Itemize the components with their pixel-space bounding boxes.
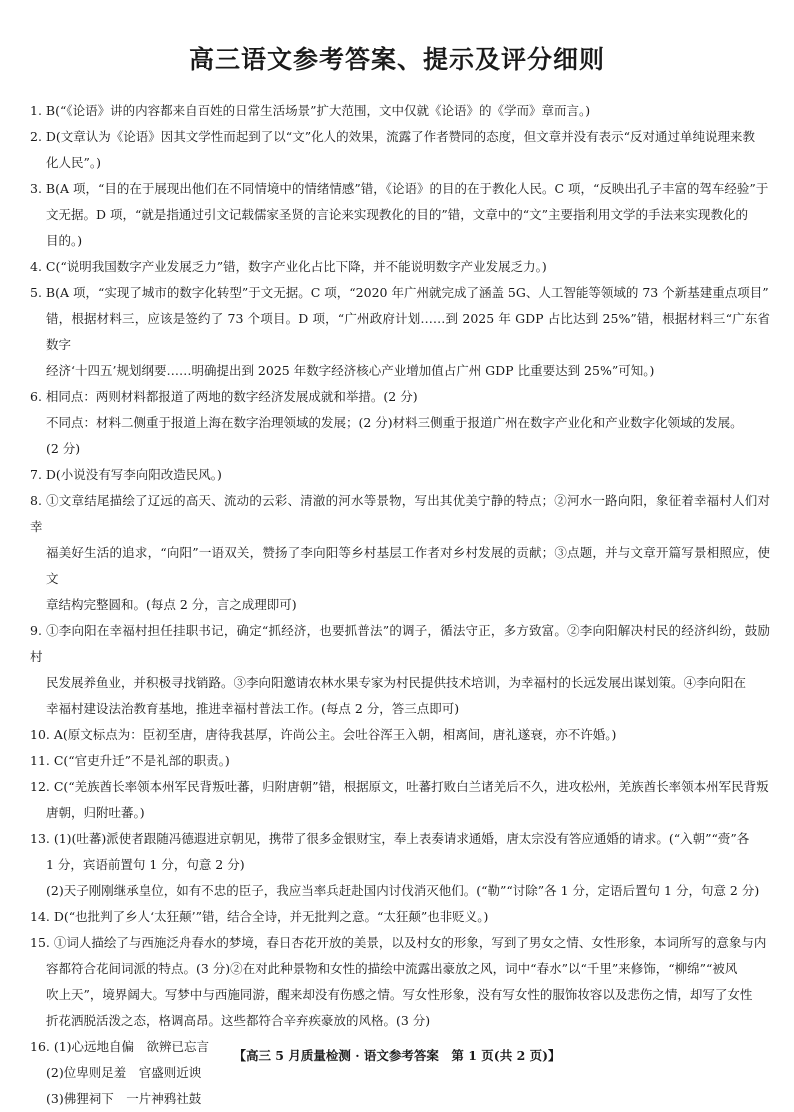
answer-line: 5. B(A 项，“实现了城市的数字化转型”于文无据。C 项，“2020 年广州就完成了涵盖 5G、人工智能等领域的 73 个新基建重点项目” xyxy=(30,285,769,300)
answer-line: 10. A(原文标点为：臣初至唐，唐待我甚厚，许尚公主。会吐谷浑王入朝，相离间，唐礼遂衰，亦不许婚。) xyxy=(30,727,617,742)
answer-line: 16. (1)心远地自偏 欲辨已忘言 xyxy=(30,1039,210,1054)
answer-item-6 xyxy=(30,384,770,462)
answer-item-10 xyxy=(30,722,770,748)
answer-line: 化人民”。) xyxy=(46,155,102,170)
answer-line: 目的。) xyxy=(46,233,83,248)
answer-line: (3)佛狸祠下 一片神鸦社鼓 xyxy=(46,1091,202,1106)
answer-item-11 xyxy=(30,748,770,774)
answer-line: 11. C(“官吏升迁”不是礼部的职责。) xyxy=(30,753,230,768)
answer-line: (2 分) xyxy=(46,441,81,456)
answer-line: 1. B(“《论语》讲的内容都来自百姓的日常生活场景”扩大范围，文中仅就《论语》的《学而》章而言。) xyxy=(30,103,591,118)
answer-line: 9. ①李向阳在幸福村担任挂职书记，确定“抓经济，也要抓普法”的调子，循法守正，多方致富。②李向阳解决村民的经济纠纷，鼓励村 xyxy=(30,623,770,664)
answer-line: 折花洒脱活泼之态，格调高昂。这些都符合辛弃疾豪放的风格。(3 分) xyxy=(46,1013,431,1028)
answer-line: 15. ①词人描绘了与西施泛舟春水的梦境，春日杏花开放的美景，以及村女的形象，写到了男女之情、女性形象，本词所写的意象与内 xyxy=(30,935,767,950)
answer-line: (2)天子刚刚继承皇位，如有不忠的臣子，我应当率兵赶赴国内讨伐消灭他们。(“勒”“讨除”各 1 分，定语后置句 1 分，句意 2 分) xyxy=(46,883,760,898)
answer-line: 不同点：材料二侧重于报道上海在数字治理领域的发展；(2 分)材料三侧重于报道广州在数字产业化和产业数字化领域的发展。 xyxy=(46,415,743,430)
page-footer: 【高三 5 月质量检测 · 语文参考答案 第 1 页(共 2 页)】 xyxy=(233,1048,561,1063)
answer-line: 13. (1)(吐蕃)派使者跟随冯德遐进京朝见，携带了很多金银财宝，奉上表奏请求通婚，唐太宗没有答应通婚的请求。(“入朝”“赍”各 xyxy=(30,831,750,846)
answer-item-8 xyxy=(30,488,770,618)
answer-line: 章结构完整圆和。(每点 2 分，言之成理即可) xyxy=(46,597,297,612)
answer-line: 吹上天”，境界阔大。写梦中与西施同游，醒来却没有伤感之情。写女性形象，没有写女性的服饰妆容以及悲伤之情，却写了女性 xyxy=(46,987,753,1002)
answer-item-4 xyxy=(30,254,770,280)
answer-line: (2)位卑则足羞 官盛则近谀 xyxy=(46,1065,202,1080)
answer-item-5 xyxy=(30,280,770,384)
answer-line: 7. D(小说没有写李向阳改造民风。) xyxy=(30,467,222,482)
answer-item-9 xyxy=(30,618,770,722)
answer-item-15 xyxy=(30,930,770,1034)
answer-line: 8. ①文章结尾描绘了辽远的高天、流动的云彩、清澈的河水等景物，写出其优美宁静的特点；②河水一路向阳，象征着幸福村人们对幸 xyxy=(30,493,770,534)
answer-item-14 xyxy=(30,904,770,930)
answer-line: 文无据。D 项，“就是指通过引文记载儒家圣贤的言论来实现教化的目的”错，文章中的“文”主要指利用文学的手法来实现教化的 xyxy=(46,207,749,222)
page-title: 高三语文参考答案、提示及评分细则 xyxy=(188,45,605,74)
answer-line: 12. C(“羌族酋长率领本州军民背叛吐蕃，归附唐朝”错，根据原文，吐蕃打败白兰诸羌后不久，进攻松州，羌族酋长率领本州军民背叛 xyxy=(30,779,769,794)
answer-item-1 xyxy=(30,98,770,124)
answer-item-7 xyxy=(30,462,770,488)
answer-item-13 xyxy=(30,826,770,904)
answer-item-3 xyxy=(30,176,770,254)
answer-line: 经济‘十四五’规划纲要……明确提出到 2025 年数字经济核心产业增加值占广州 GDP 比重要达到 25%”可知。) xyxy=(46,363,655,378)
answer-line: 错，根据材料三，应该是签约了 73 个项目。D 项，“广州政府计划……到 2025 年 GDP 占比达到 25%”错，根据材料三“广东省数字 xyxy=(46,311,770,352)
answer-line: 福美好生活的追求，“向阳”一语双关，赞扬了李向阳等乡村基层工作者对乡村发展的贡献；③点题，并与文章开篇写景相照应，使文 xyxy=(46,545,770,586)
answer-list xyxy=(30,98,770,1112)
answer-line: 民发展养鱼业，并积极寻找销路。③李向阳邀请农林水果专家为村民提供技术培训，为幸福村的长远发展出谋划策。④李向阳在 xyxy=(46,675,747,690)
answer-line: 6. 相同点：两则材料都报道了两地的数字经济发展成就和举措。(2 分) xyxy=(30,389,418,404)
answer-line: 唐朝，归附吐蕃。) xyxy=(46,805,145,820)
answer-line: 容都符合花间词派的特点。(3 分)②在对此种景物和女性的描绘中流露出豪放之风，词中“春水”以“千里”来修饰，“柳绵”“被风 xyxy=(46,961,738,976)
answer-item-12 xyxy=(30,774,770,826)
answer-line: 2. D(文章认为《论语》因其文学性而起到了以“文”化人的效果，流露了作者赞同的态度，但文章并没有表示“反对通过单纯说理来教 xyxy=(30,129,755,144)
answer-line: 14. D(“也批判了乡人‘太狂颠’”错，结合全诗，并无批判之意。“太狂颠”也非贬义。) xyxy=(30,909,489,924)
answer-line: 3. B(A 项，“目的在于展现出他们在不同情境中的情绪情感”错，《论语》的目的在于教化人民。C 项，“反映出孔子丰富的驾车经验”于 xyxy=(30,181,769,196)
answer-line: 1 分，宾语前置句 1 分，句意 2 分) xyxy=(46,857,245,872)
answer-line: 幸福村建设法治教育基地，推进幸福村普法工作。(每点 2 分，答三点即可) xyxy=(46,701,460,716)
answer-line: 4. C(“说明我国数字产业发展乏力”错，数字产业化占比下降，并不能说明数字产业发展乏力。) xyxy=(30,259,547,274)
answer-item-2 xyxy=(30,124,770,176)
